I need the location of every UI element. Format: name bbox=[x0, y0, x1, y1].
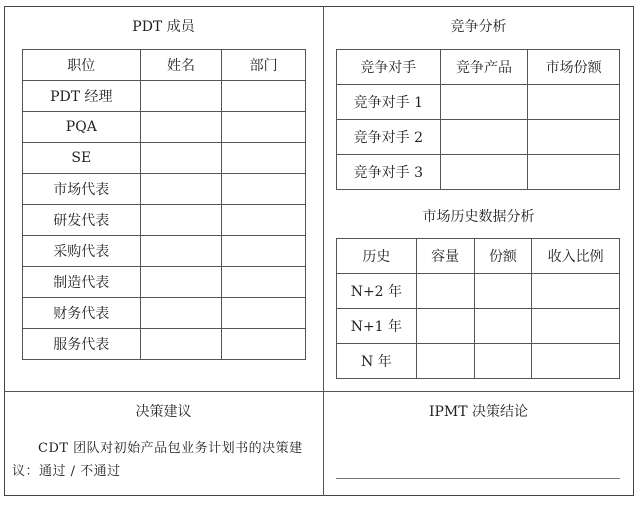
name-cell[interactable] bbox=[140, 174, 222, 205]
role-cell: SE bbox=[23, 143, 141, 174]
share-cell[interactable] bbox=[474, 344, 532, 379]
name-cell[interactable] bbox=[140, 236, 222, 267]
capacity-cell[interactable] bbox=[416, 274, 474, 309]
table-row bbox=[23, 298, 306, 329]
name-cell[interactable] bbox=[140, 143, 222, 174]
role-cell: 财务代表 bbox=[23, 298, 141, 329]
column-divider bbox=[323, 6, 324, 496]
pdt-members-table bbox=[22, 49, 306, 360]
table-row bbox=[23, 236, 306, 267]
product-cell[interactable] bbox=[440, 85, 528, 120]
table-row bbox=[23, 143, 306, 174]
role-cell: 服务代表 bbox=[23, 329, 141, 360]
header-competing-product: 竞争产品 bbox=[440, 50, 528, 85]
competitor-cell: 竞争对手 3 bbox=[337, 155, 441, 190]
ipmt-conclusion-title: IPMT 决策结论 bbox=[428, 404, 529, 420]
header-name: 姓名 bbox=[140, 50, 222, 81]
capacity-cell[interactable] bbox=[416, 309, 474, 344]
market-history-table bbox=[336, 238, 620, 379]
name-cell[interactable] bbox=[140, 267, 222, 298]
year-cell: N+2 年 bbox=[337, 274, 417, 309]
header-share: 份额 bbox=[474, 239, 532, 274]
year-cell: N+1 年 bbox=[337, 309, 417, 344]
table-row bbox=[337, 155, 620, 190]
competitor-cell: 竞争对手 2 bbox=[337, 120, 441, 155]
capacity-cell[interactable] bbox=[416, 344, 474, 379]
table-row bbox=[23, 81, 306, 112]
department-cell[interactable] bbox=[222, 205, 306, 236]
revenue-ratio-cell[interactable] bbox=[532, 309, 620, 344]
pdt-members-title: PDT 成员 bbox=[132, 19, 195, 35]
role-cell: 市场代表 bbox=[23, 174, 141, 205]
table-header-row bbox=[23, 50, 306, 81]
table-row bbox=[337, 309, 620, 344]
competition-table bbox=[336, 49, 620, 190]
product-cell[interactable] bbox=[440, 120, 528, 155]
department-cell[interactable] bbox=[222, 112, 306, 143]
department-cell[interactable] bbox=[222, 298, 306, 329]
share-cell[interactable] bbox=[528, 120, 620, 155]
department-cell[interactable] bbox=[222, 174, 306, 205]
header-revenue-ratio: 收入比例 bbox=[532, 239, 620, 274]
header-market-share: 市场份额 bbox=[528, 50, 620, 85]
name-cell[interactable] bbox=[140, 298, 222, 329]
header-competitor: 竞争对手 bbox=[337, 50, 441, 85]
revenue-ratio-cell[interactable] bbox=[532, 344, 620, 379]
department-cell[interactable] bbox=[222, 81, 306, 112]
competition-title: 竞争分析 bbox=[450, 19, 507, 35]
department-cell[interactable] bbox=[222, 143, 306, 174]
table-row bbox=[337, 344, 620, 379]
table-header-row bbox=[337, 50, 620, 85]
decision-suggestion-text: CDT 团队对初始产品包业务计划书的决策建议：通过 / 不通过 bbox=[12, 441, 303, 479]
market-history-title: 市场历史数据分析 bbox=[422, 209, 535, 225]
table-row bbox=[23, 174, 306, 205]
share-cell[interactable] bbox=[528, 85, 620, 120]
header-department: 部门 bbox=[222, 50, 306, 81]
name-cell[interactable] bbox=[140, 329, 222, 360]
table-row bbox=[23, 112, 306, 143]
decision-suggestion-title: 决策建议 bbox=[135, 404, 192, 420]
header-capacity: 容量 bbox=[416, 239, 474, 274]
department-cell[interactable] bbox=[222, 236, 306, 267]
name-cell[interactable] bbox=[140, 205, 222, 236]
table-row bbox=[337, 85, 620, 120]
role-cell: PQA bbox=[23, 112, 141, 143]
table-row bbox=[337, 120, 620, 155]
role-cell: PDT 经理 bbox=[23, 81, 141, 112]
revenue-ratio-cell[interactable] bbox=[532, 274, 620, 309]
role-cell: 采购代表 bbox=[23, 236, 141, 267]
table-row bbox=[23, 205, 306, 236]
header-history: 历史 bbox=[337, 239, 417, 274]
role-cell: 制造代表 bbox=[23, 267, 141, 298]
table-row bbox=[23, 267, 306, 298]
table-row bbox=[23, 329, 306, 360]
department-cell[interactable] bbox=[222, 329, 306, 360]
table-row bbox=[337, 274, 620, 309]
share-cell[interactable] bbox=[474, 309, 532, 344]
role-cell: 研发代表 bbox=[23, 205, 141, 236]
share-cell[interactable] bbox=[474, 274, 532, 309]
header-position: 职位 bbox=[23, 50, 141, 81]
table-header-row bbox=[337, 239, 620, 274]
product-cell[interactable] bbox=[440, 155, 528, 190]
conclusion-signature-line[interactable] bbox=[336, 478, 620, 479]
year-cell: N 年 bbox=[337, 344, 417, 379]
department-cell[interactable] bbox=[222, 267, 306, 298]
name-cell[interactable] bbox=[140, 112, 222, 143]
competitor-cell: 竞争对手 1 bbox=[337, 85, 441, 120]
name-cell[interactable] bbox=[140, 81, 222, 112]
share-cell[interactable] bbox=[528, 155, 620, 190]
row-divider bbox=[4, 391, 634, 392]
